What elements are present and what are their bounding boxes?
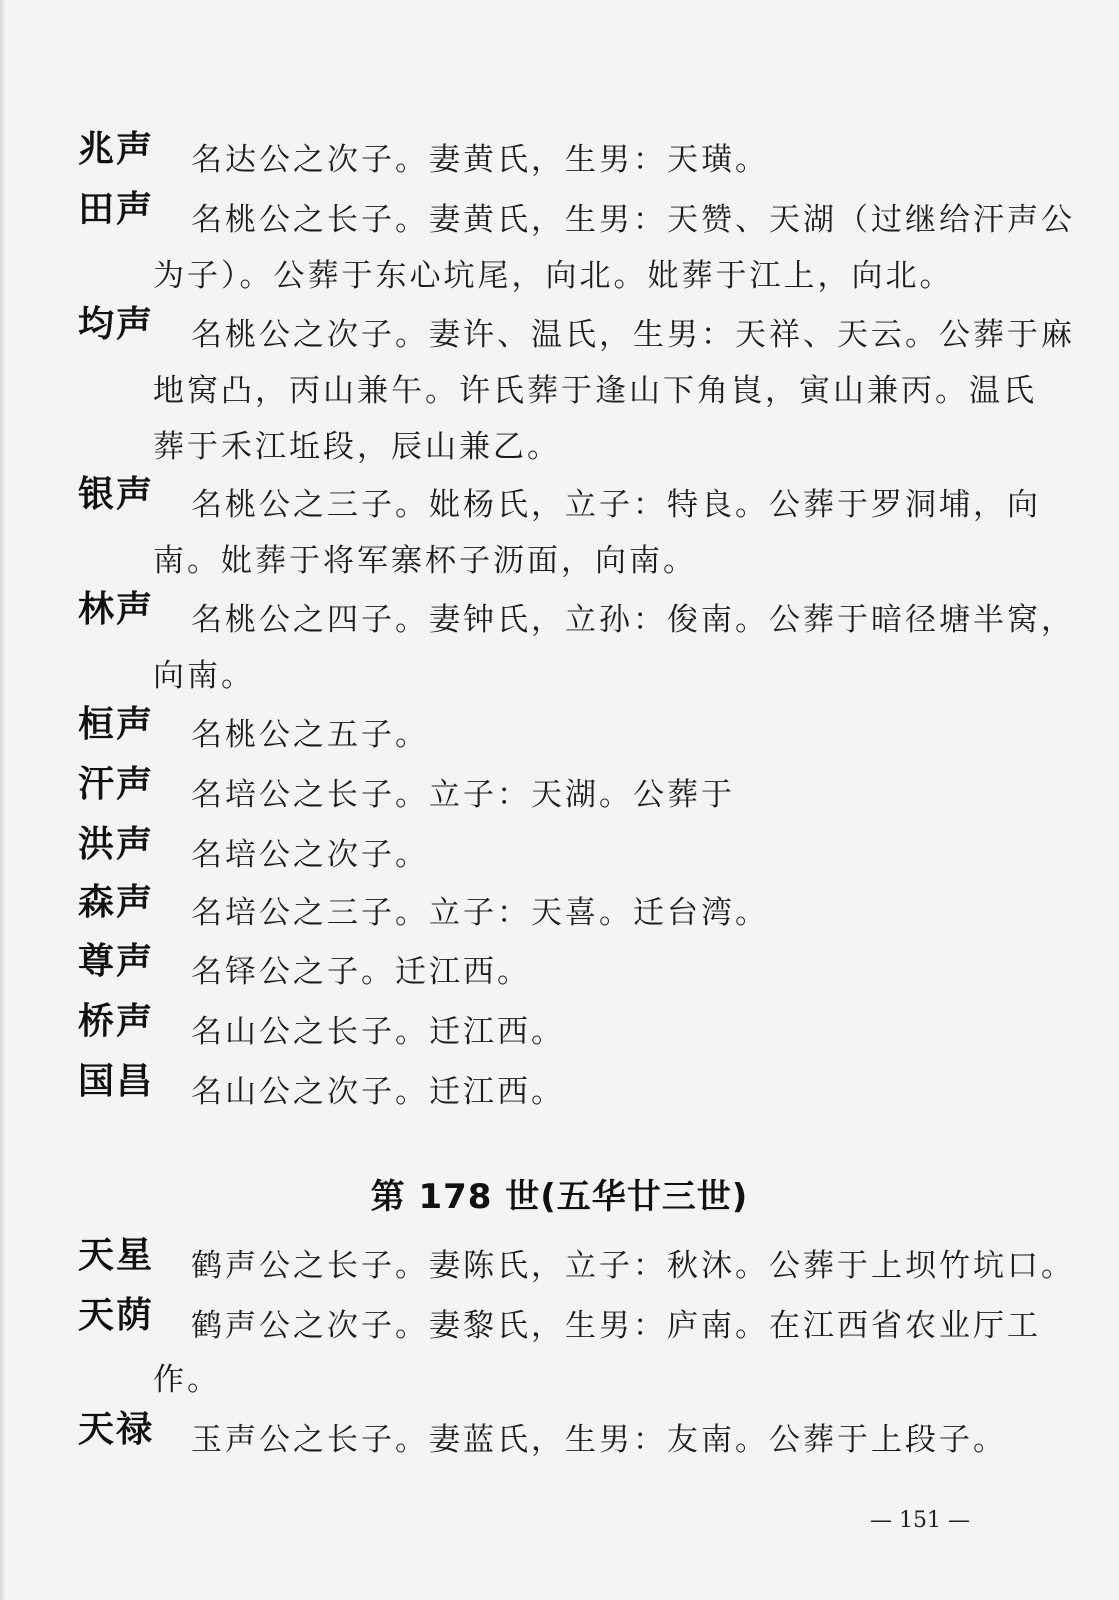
entry-text: 名山公之次子。迁江西。 xyxy=(191,1074,565,1110)
entry-text: 名桃公之次子。妻许、温氏，生男：天祥、天云。公葬于麻 xyxy=(191,317,1075,353)
section-title: 第 178 世(五华廿三世) xyxy=(370,1177,749,1217)
entry-text: 名培公之三子。立子：天喜。迁台湾。 xyxy=(191,895,769,931)
entry-text: 名山公之长子。迁江西。 xyxy=(191,1014,565,1050)
entry-text-line2: 为子）。公葬于东心坑尾，向北。妣葬于江上，向北。 xyxy=(153,258,954,294)
entry-name: 汗声 xyxy=(78,764,155,805)
entry-name: 天荫 xyxy=(78,1295,155,1336)
entry-name: 林声 xyxy=(78,589,155,630)
entry-name: 桥声 xyxy=(78,1001,155,1042)
entry-text-line2: 向南。 xyxy=(153,658,255,694)
entry-text: 名桃公之长子。妻黄氏，生男：天赞、天湖（过继给汗声公 xyxy=(191,202,1075,238)
entry-text-line2: 南。妣葬于将军寨杯子沥面，向南。 xyxy=(153,543,697,579)
entry-text: 名达公之次子。妻黄氏，生男：天璜。 xyxy=(191,142,769,178)
entry-text: 名桃公之五子。 xyxy=(191,717,429,753)
entry-name: 天星 xyxy=(78,1235,155,1276)
entry-text: 名培公之长子。立子：天湖。公葬于 xyxy=(191,777,735,813)
page-number: — 151 — xyxy=(870,1508,970,1533)
entry-text-line2: 地窝凸，丙山兼午。许氏葬于逢山下角崀，寅山兼丙。温氏 xyxy=(153,373,1037,409)
entry-name: 田声 xyxy=(78,189,155,230)
entry-text: 名桃公之四子。妻钟氏，立孙：俊南。公葬于暗径塘半窝， xyxy=(191,602,1075,638)
entry-name: 均声 xyxy=(78,304,155,345)
entry-name: 天禄 xyxy=(78,1409,155,1450)
entry-name: 兆声 xyxy=(78,129,155,170)
entry-name: 银声 xyxy=(78,474,155,515)
entry-text: 名培公之次子。 xyxy=(191,837,429,873)
entry-text: 名铎公之子。迁江西。 xyxy=(191,954,531,990)
entry-text: 鹤声公之次子。妻黎氏，生男：庐南。在江西省农业厅工 xyxy=(191,1308,1041,1344)
entry-name: 洪声 xyxy=(78,824,155,865)
entry-text: 鹤声公之长子。妻陈氏，立子：秋沐。公葬于上坝竹坑口。 xyxy=(191,1248,1075,1284)
entry-name: 国昌 xyxy=(78,1061,155,1102)
entry-text: 名桃公之三子。妣杨氏，立子：特良。公葬于罗洞埔，向 xyxy=(191,487,1041,523)
entry-name: 森声 xyxy=(78,882,155,923)
entry-text: 玉声公之长子。妻蓝氏，生男：友南。公葬于上段子。 xyxy=(191,1422,1007,1458)
entry-text-line2: 作。 xyxy=(153,1362,221,1398)
entry-text-line3: 葬于禾江坵段，辰山兼乙。 xyxy=(153,429,561,465)
entry-name: 尊声 xyxy=(78,941,155,982)
entry-name: 桓声 xyxy=(78,704,155,745)
